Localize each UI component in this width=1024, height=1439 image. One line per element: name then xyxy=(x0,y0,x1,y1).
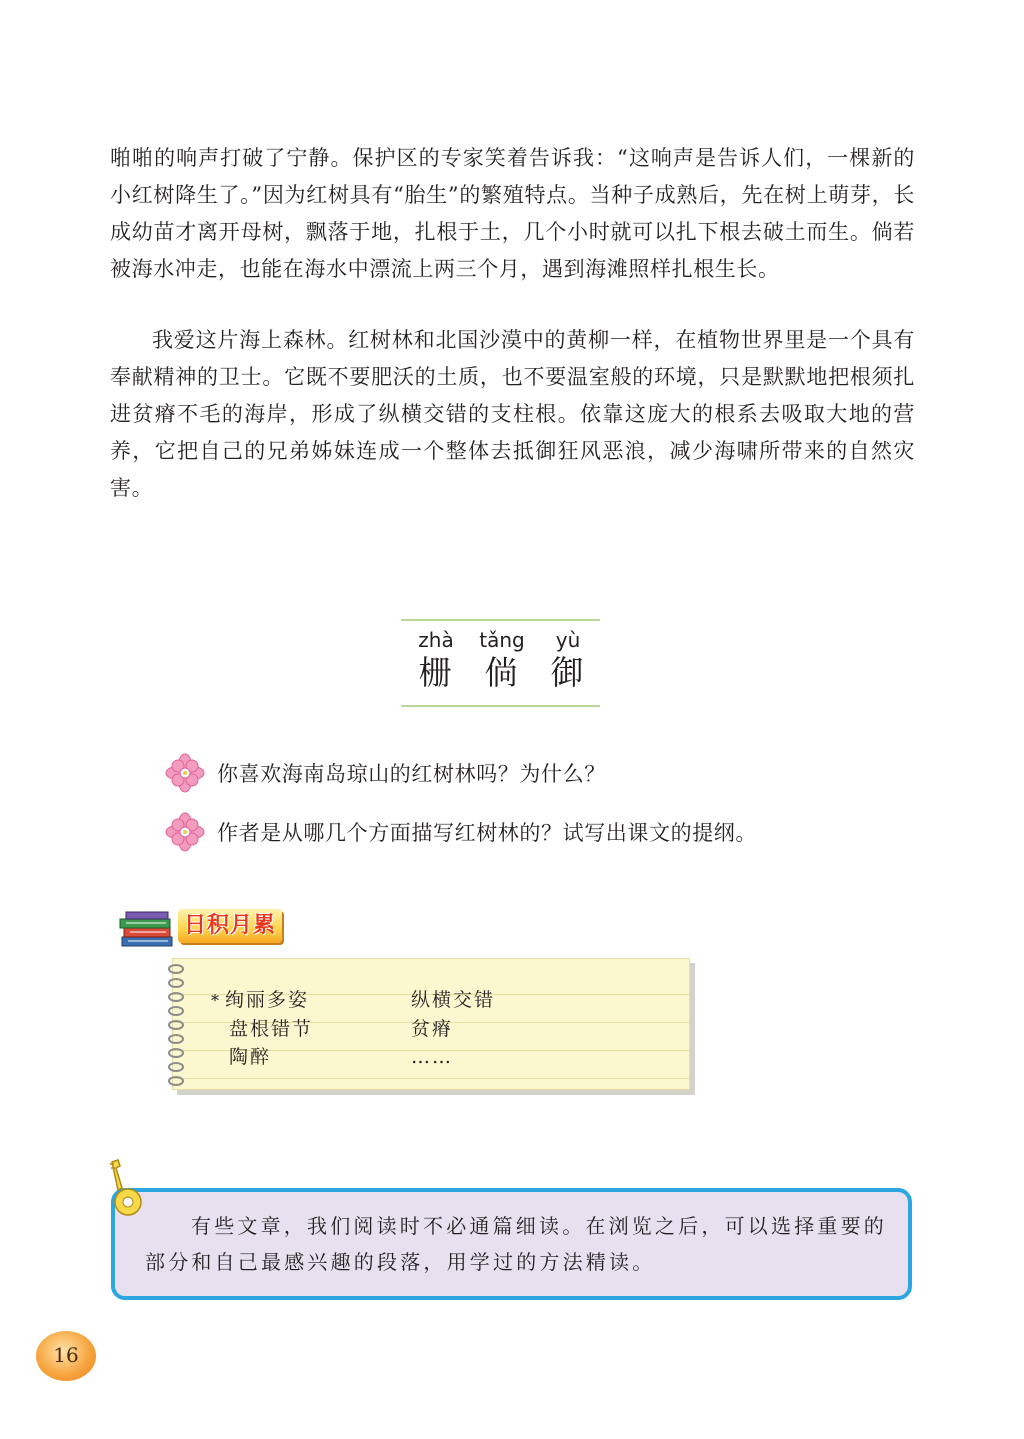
page-number: 16 xyxy=(53,1343,79,1367)
word: 盘根错节 xyxy=(229,1018,314,1040)
word: 绚丽多姿 xyxy=(225,989,310,1011)
spiral-binding-icon xyxy=(165,963,187,1087)
flower-icon xyxy=(165,812,205,852)
question-2 xyxy=(165,812,757,852)
books-icon xyxy=(118,911,178,949)
tip-text: 有些文章，我们阅读时不必通篇细读。在浏览之后，可以选择重要的部分和自己最感兴趣的段落，用学过的方法精读。 xyxy=(145,1214,887,1274)
accumulation-title: 日积月累 xyxy=(178,909,282,943)
word: 贫瘠 xyxy=(411,1018,454,1040)
word-notebook xyxy=(172,958,690,1090)
word-row xyxy=(211,986,496,1014)
paragraph-2: 我爱这片海上森林。红树林和北国沙漠中的黄柳一样，在植物世界里是一个具有奉献精神的卫士。它既不要肥沃的土质，也不要温室般的环境，只是默默地把根须扎进贫瘠不毛的海岸，形成了纵横交错的支柱根。依靠这庞大的根系去吸取大地的营养，它把自己的兄弟姊妹连成一个整体去抵御狂风恶浪，减少海啸所带来的自然灾害。 xyxy=(110,328,915,500)
character-cell xyxy=(403,627,469,693)
question-text: 作者是从哪几个方面描写红树林的？试写出课文的提纲。 xyxy=(217,821,757,845)
accumulation-header xyxy=(118,907,290,949)
pinyin: yù xyxy=(555,628,581,652)
word-row xyxy=(211,1015,454,1043)
pinyin: tǎng xyxy=(479,628,525,652)
key-icon xyxy=(104,1158,154,1222)
new-characters-box xyxy=(401,619,600,707)
word-row xyxy=(211,1043,453,1071)
hanzi: 栅 xyxy=(418,653,454,692)
star-mark: * xyxy=(211,991,221,1010)
character-cell xyxy=(535,627,601,693)
character-cell xyxy=(469,627,535,693)
pinyin: zhà xyxy=(418,628,454,652)
question-1 xyxy=(165,753,606,793)
flower-icon xyxy=(165,753,205,793)
word: 纵横交错 xyxy=(411,989,496,1011)
hanzi: 御 xyxy=(550,653,586,692)
tip-box xyxy=(111,1188,912,1300)
question-text: 你喜欢海南岛琼山的红树林吗？为什么？ xyxy=(217,762,606,786)
word: 陶醉 xyxy=(229,1046,272,1068)
word: …… xyxy=(411,1046,453,1068)
hanzi: 倘 xyxy=(484,653,520,692)
paragraph-1: 啪啪的响声打破了宁静。保护区的专家笑着告诉我：“这响声是告诉人们，一棵新的小红树降生了。”因为红树具有“胎生”的繁殖特点。当种子成熟后，先在树上萌芽，长成幼苗才离开母树，飘落于地，扎根于土，几个小时就可以扎下根去破土而生。倘若被海水冲走，也能在海水中漂流上两三个月，遇到海滩照样扎根生长。 xyxy=(110,146,915,281)
page-number-badge xyxy=(36,1331,96,1381)
